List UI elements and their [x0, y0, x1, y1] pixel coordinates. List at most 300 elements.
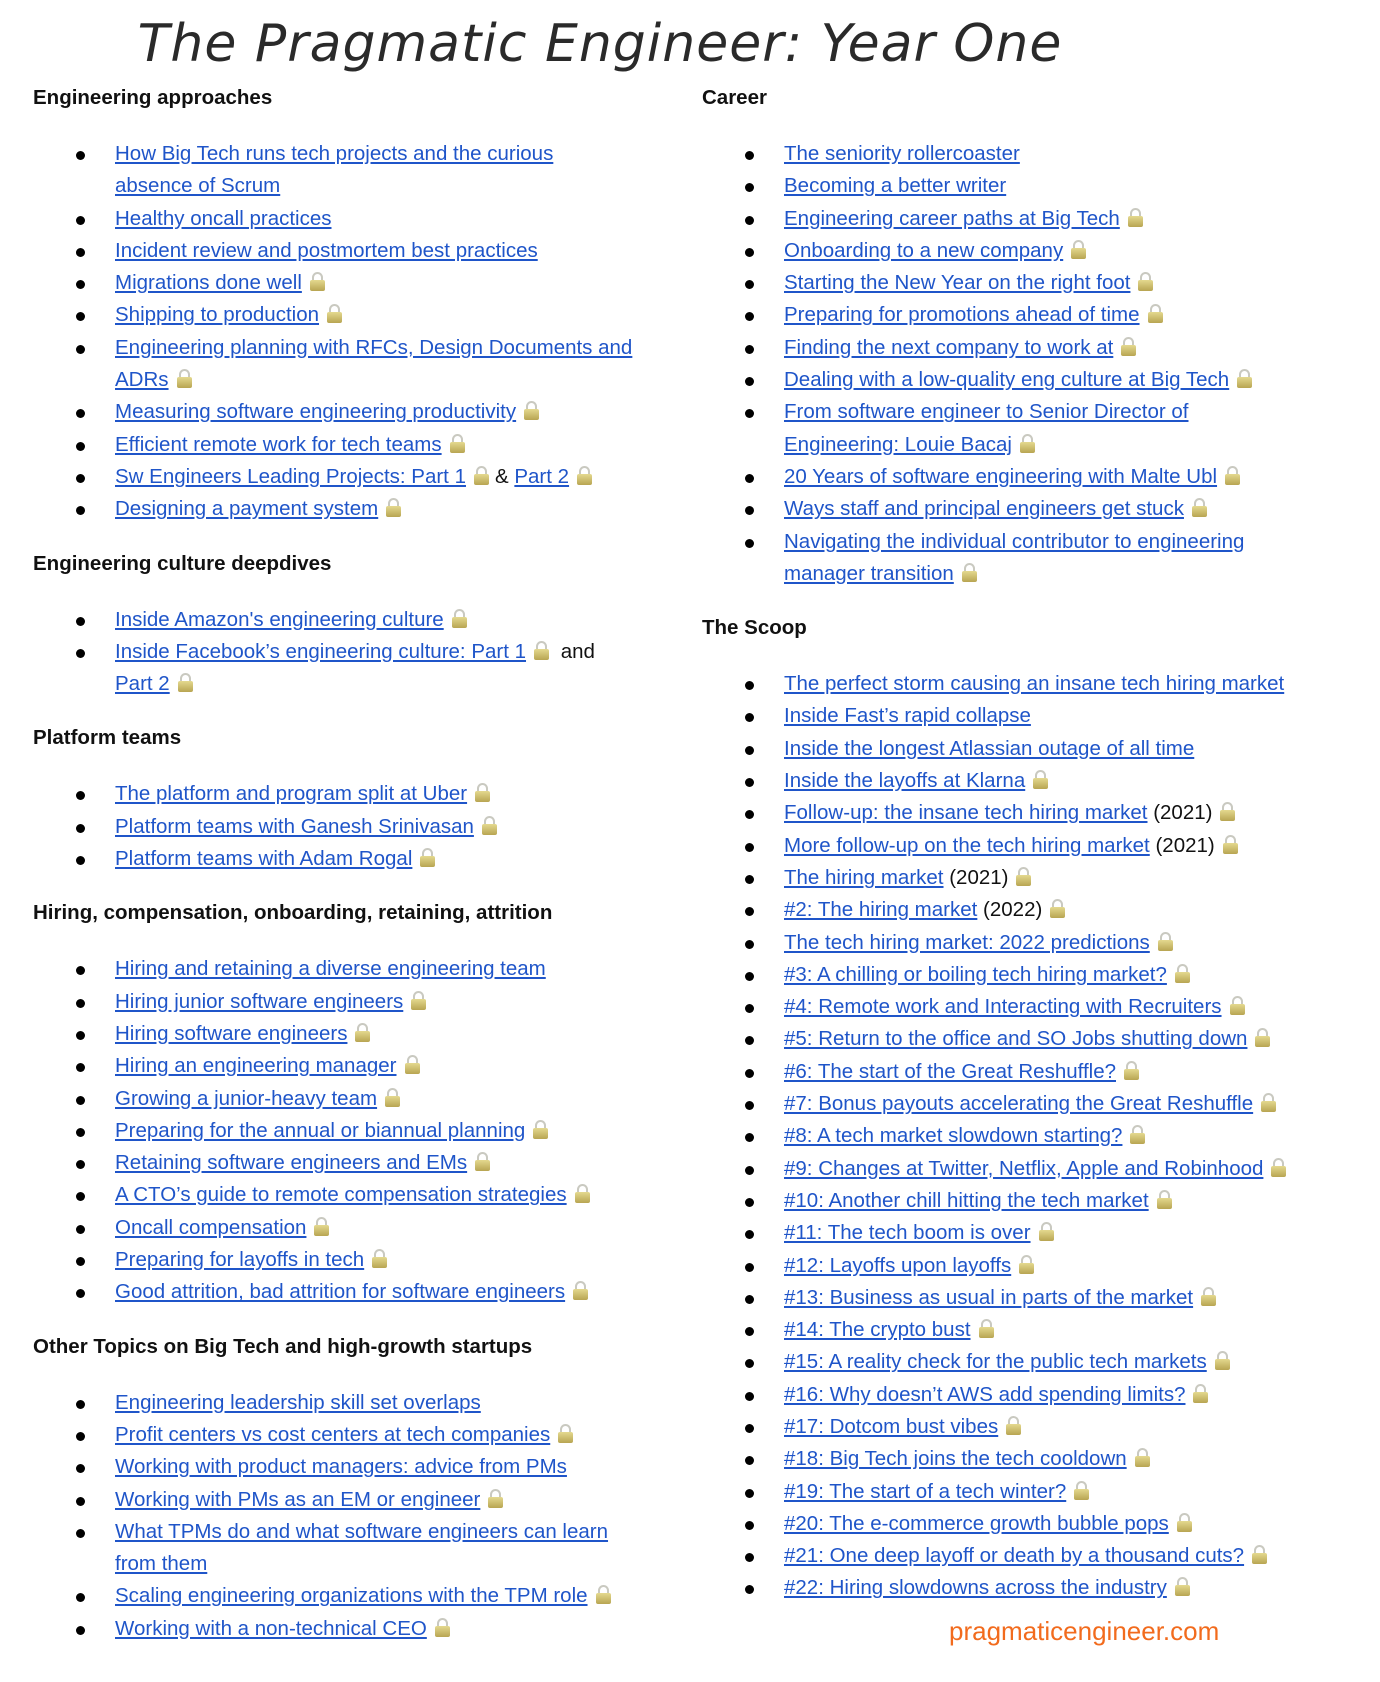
bullet-icon: [76, 1289, 85, 1298]
lock-icon: [327, 304, 342, 323]
lock-icon: [1252, 1545, 1267, 1564]
article-link[interactable]: #11: The tech boom is over: [784, 1221, 1031, 1245]
bullet-icon: [76, 409, 85, 418]
lock-icon: [1033, 770, 1048, 789]
article-link[interactable]: The tech hiring market: 2022 predictions: [784, 930, 1150, 954]
article-link[interactable]: #17: Dotcom bust vibes: [784, 1414, 999, 1438]
list-item: [33, 1244, 693, 1276]
lock-icon: [1175, 964, 1190, 983]
article-link[interactable]: A CTO’s guide to remote compensation strategies: [115, 1183, 567, 1207]
list-item: [33, 1387, 693, 1419]
lock-icon: [488, 1489, 503, 1508]
article-link[interactable]: #21: One deep layoff or death by a thousand cuts?: [784, 1544, 1245, 1568]
article-link[interactable]: #4: Remote work and Interacting with Recruiters: [784, 995, 1222, 1019]
list-item: [702, 1282, 1372, 1314]
lock-icon: [534, 641, 549, 660]
list-item: [33, 1451, 693, 1483]
lock-icon: [310, 272, 325, 291]
article-link[interactable]: #19: The start of a tech winter?: [784, 1479, 1067, 1503]
lock-icon: [405, 1055, 420, 1074]
site-url[interactable]: pragmaticengineer.com: [949, 1616, 1220, 1646]
list-item: [33, 1083, 693, 1115]
article-link[interactable]: #10: Another chill hitting the tech market: [784, 1188, 1149, 1212]
article-list: [33, 138, 693, 526]
article-link[interactable]: Hiring and retaining a diverse engineering team: [115, 957, 546, 981]
section: [33, 82, 693, 526]
bullet-icon: [745, 1263, 754, 1272]
article-link[interactable]: Preparing for the annual or biannual planning: [115, 1118, 526, 1142]
article-link[interactable]: #7: Bonus payouts accelerating the Great Reshuffle: [784, 1092, 1254, 1116]
list-item: [702, 493, 1372, 525]
article-list: [33, 953, 693, 1308]
lock-icon: [558, 1424, 573, 1443]
article-link[interactable]: The seniority rollercoaster: [784, 142, 1020, 165]
lock-icon: [979, 1319, 994, 1338]
bullet-icon: [745, 409, 754, 418]
list-item: [33, 1018, 693, 1050]
bullet-icon: [76, 1400, 85, 1409]
article-link[interactable]: Healthy oncall practices: [115, 206, 332, 230]
article-link[interactable]: Navigating the individual contributor to engineering: [784, 529, 1245, 553]
article-list: [33, 778, 693, 875]
section-heading: Career: [702, 86, 767, 109]
article-link[interactable]: Hiring an engineering manager: [115, 1054, 397, 1078]
lock-icon: [524, 401, 539, 420]
list-item: [702, 267, 1372, 299]
list-item: [702, 894, 1372, 926]
lock-icon: [1148, 304, 1163, 323]
list-item: [702, 1379, 1372, 1411]
lock-icon: [573, 1281, 588, 1300]
article-link[interactable]: #15: A reality check for the public tech markets: [784, 1350, 1207, 1374]
lock-icon: [596, 1585, 611, 1604]
list-item: [702, 668, 1372, 700]
lock-icon: [482, 816, 497, 835]
article-link[interactable]: Preparing for layoffs in tech: [115, 1248, 365, 1272]
lock-icon: [533, 1120, 548, 1139]
section: [33, 722, 693, 875]
lock-icon: [1124, 1061, 1139, 1080]
list-item: [33, 332, 693, 397]
bullet-icon: [76, 1128, 85, 1137]
bullet-icon: [745, 713, 754, 722]
list-item: [702, 959, 1372, 991]
note-text: (2021): [1147, 801, 1213, 825]
article-link[interactable]: Starting the New Year on the right foot: [784, 271, 1131, 295]
lock-icon: [474, 466, 489, 485]
article-link[interactable]: What TPMs do and what software engineers can learn: [115, 1519, 609, 1543]
bullet-icon: [745, 539, 754, 548]
list-item: [702, 203, 1372, 235]
lock-icon: [575, 1184, 590, 1203]
list-item: [33, 493, 693, 525]
article-link[interactable]: Inside Facebook’s engineering culture: Part 1: [115, 639, 527, 663]
article-link[interactable]: #12: Layoffs upon layoffs: [784, 1253, 1012, 1277]
bullet-icon: [745, 810, 754, 819]
lock-icon: [1006, 1416, 1021, 1435]
article-link[interactable]: Inside Fast’s rapid collapse: [784, 704, 1031, 728]
bullet-icon: [745, 972, 754, 981]
lock-icon: [435, 1618, 450, 1637]
bullet-icon: [745, 1392, 754, 1401]
list-item: [33, 1050, 693, 1082]
article-link[interactable]: Growing a junior-heavy team: [115, 1086, 378, 1110]
article-link[interactable]: 20 Years of software engineering with Malte Ubl: [784, 464, 1218, 488]
bullet-icon: [76, 216, 85, 225]
article-list: [33, 1387, 693, 1645]
lock-icon: [1237, 369, 1252, 388]
bullet-icon: [76, 1626, 85, 1635]
article-link[interactable]: Shipping to production: [115, 303, 320, 327]
bullet-icon: [745, 1553, 754, 1562]
list-item: [702, 765, 1372, 797]
bullet-icon: [745, 1295, 754, 1304]
list-item: [33, 1276, 693, 1308]
list-item: [702, 1314, 1372, 1346]
list-item: [33, 953, 693, 985]
left-column: [33, 82, 693, 1667]
section-heading: Engineering culture deepdives: [33, 551, 332, 575]
bullet-icon: [745, 778, 754, 787]
lock-icon: [177, 369, 192, 388]
article-link[interactable]: Working with PMs as an EM or engineer: [115, 1487, 481, 1511]
section: [702, 82, 1372, 590]
article-link[interactable]: #9: Changes at Twitter, Netflix, Apple and Robinhood: [784, 1156, 1264, 1180]
lock-icon: [1175, 1577, 1190, 1596]
section-heading: Platform teams: [33, 726, 182, 750]
article-link[interactable]: #14: The crypto bust: [784, 1318, 971, 1342]
lock-icon: [1177, 1513, 1192, 1532]
bullet-icon: [745, 1585, 754, 1594]
article-link[interactable]: Becoming a better writer: [784, 174, 1007, 198]
article-link[interactable]: Engineering leadership skill set overlaps: [115, 1390, 481, 1414]
article-link[interactable]: #22: Hiring slowdowns across the industry: [784, 1576, 1167, 1600]
lock-icon: [355, 1023, 370, 1042]
bullet-icon: [745, 843, 754, 852]
lock-icon: [1261, 1093, 1276, 1112]
section: [33, 548, 693, 701]
article-link[interactable]: Incident review and postmortem best practices: [115, 238, 538, 262]
lock-icon: [372, 1249, 387, 1268]
article-link[interactable]: #5: Return to the office and SO Jobs shutting down: [784, 1027, 1248, 1051]
section-heading: The Scoop: [702, 616, 807, 640]
bullet-icon: [745, 1521, 754, 1530]
article-link[interactable]: Hiring junior software engineers: [115, 989, 404, 1013]
note-text: (2021): [943, 865, 1009, 889]
article-link[interactable]: #8: A tech market slowdown starting?: [784, 1124, 1123, 1148]
list-item: [33, 604, 693, 636]
bullet-icon: [745, 940, 754, 949]
article-link[interactable]: Engineering career paths at Big Tech: [784, 206, 1120, 230]
bullet-icon: [76, 1432, 85, 1441]
article-link[interactable]: #18: Big Tech joins the tech cooldown: [784, 1447, 1127, 1471]
list-item: [702, 138, 1372, 170]
list-item: [702, 461, 1372, 493]
lock-icon: [1192, 498, 1207, 517]
list-item: [702, 927, 1372, 959]
lock-icon: [386, 498, 401, 517]
list-item: [702, 526, 1372, 591]
article-link[interactable]: #3: A chilling or boiling tech hiring market?: [784, 962, 1167, 986]
lock-icon: [1271, 1158, 1286, 1177]
article-link[interactable]: Inside the layoffs at Klarna: [784, 769, 1026, 793]
list-item: [33, 396, 693, 428]
lock-icon: [1121, 337, 1136, 356]
lock-icon: [1020, 434, 1035, 453]
bullet-icon: [76, 1031, 85, 1040]
list-item: [33, 267, 693, 299]
list-item: [702, 1088, 1372, 1120]
list-item: [702, 1572, 1372, 1604]
article-link[interactable]: The hiring market: [784, 865, 944, 889]
bullet-icon: [745, 1133, 754, 1142]
article-link[interactable]: #6: The start of the Great Reshuffle?: [784, 1059, 1116, 1083]
article-link[interactable]: How Big Tech runs tech projects and the curious: [115, 142, 554, 165]
lock-icon: [1223, 835, 1238, 854]
bullet-icon: [745, 1036, 754, 1045]
list-item: [33, 1484, 693, 1516]
section-heading: Engineering approaches: [33, 86, 273, 109]
lock-icon: [1135, 1448, 1150, 1467]
bullet-icon: [76, 824, 85, 833]
bullet-icon: [745, 151, 754, 160]
article-link[interactable]: Designing a payment system: [115, 497, 379, 521]
list-item: [33, 1179, 693, 1211]
article-link[interactable]: Preparing for promotions ahead of time: [784, 303, 1140, 327]
lock-icon: [1158, 932, 1173, 951]
list-item: [702, 1476, 1372, 1508]
list-item: [33, 986, 693, 1018]
list-item: [702, 299, 1372, 331]
bullet-icon: [76, 1192, 85, 1201]
article-link[interactable]: Oncall compensation: [115, 1215, 307, 1239]
article-link[interactable]: #16: Why doesn’t AWS add spending limits?: [784, 1382, 1186, 1406]
section-heading: Hiring, compensation, onboarding, retaining, attrition: [33, 901, 553, 925]
bullet-icon: [745, 1489, 754, 1498]
lock-icon: [411, 991, 426, 1010]
list-item: [702, 1153, 1372, 1185]
article-link[interactable]: Engineering: Louie Bacaj: [784, 432, 1012, 456]
article-link[interactable]: #2: The hiring market: [784, 898, 978, 922]
article-link[interactable]: Sw Engineers Leading Projects: Part 1: [115, 464, 466, 488]
article-link[interactable]: Scaling engineering organizations with the TPM role: [115, 1584, 588, 1608]
lock-icon: [1255, 1028, 1270, 1047]
bullet-icon: [745, 681, 754, 690]
bullet-icon: [745, 312, 754, 321]
list-item: [702, 700, 1372, 732]
bullet-icon: [76, 312, 85, 321]
note-text: &: [494, 464, 515, 488]
bullet-icon: [76, 151, 85, 160]
section: [702, 612, 1372, 1605]
bullet-icon: [76, 1225, 85, 1234]
bullet-icon: [745, 377, 754, 386]
bullet-icon: [76, 1464, 85, 1473]
list-item: [33, 811, 693, 843]
bullet-icon: [745, 907, 754, 916]
article-link[interactable]: Onboarding to a new company: [784, 238, 1064, 262]
lock-icon: [1071, 240, 1086, 259]
list-item: [33, 843, 693, 875]
article-link[interactable]: Migrations done well: [115, 271, 302, 295]
bullet-icon: [76, 345, 85, 354]
bullet-icon: [745, 280, 754, 289]
bullet-icon: [76, 506, 85, 515]
bullet-icon: [76, 1593, 85, 1602]
bullet-icon: [76, 999, 85, 1008]
lock-icon: [1201, 1287, 1216, 1306]
article-link[interactable]: Efficient remote work for tech teams: [115, 432, 442, 456]
article-link[interactable]: Inside Amazon's engineering culture: [115, 607, 444, 631]
list-item: [33, 1212, 693, 1244]
list-item: [702, 364, 1372, 396]
article-link[interactable]: Inside the longest Atlassian outage of all time: [784, 736, 1195, 760]
article-link[interactable]: #20: The e-commerce growth bubble pops: [784, 1511, 1169, 1535]
list-item: [702, 170, 1372, 202]
article-link[interactable]: from them: [115, 1552, 208, 1576]
bullet-icon: [76, 966, 85, 975]
list-item: [702, 830, 1372, 862]
lock-icon: [1074, 1481, 1089, 1500]
list-item: [702, 1540, 1372, 1572]
list-item: [33, 203, 693, 235]
bullet-icon: [745, 1069, 754, 1078]
bullet-icon: [76, 791, 85, 800]
lock-icon: [178, 673, 193, 692]
bullet-icon: [76, 1529, 85, 1538]
list-item: [702, 1443, 1372, 1475]
list-item: [33, 461, 693, 493]
bullet-icon: [745, 183, 754, 192]
bullet-icon: [76, 1063, 85, 1072]
article-link[interactable]: ADRs: [115, 368, 169, 392]
article-link[interactable]: Engineering planning with RFCs, Design Documents and: [115, 335, 633, 359]
article-link[interactable]: Part 2: [514, 464, 570, 488]
article-link[interactable]: #13: Business as usual in parts of the market: [784, 1285, 1194, 1309]
article-link[interactable]: Working with a non-technical CEO: [115, 1616, 427, 1640]
list-item: [702, 1346, 1372, 1378]
bullet-icon: [76, 248, 85, 257]
bullet-icon: [745, 1101, 754, 1110]
lock-icon: [450, 434, 465, 453]
bullet-icon: [76, 1497, 85, 1506]
list-item: [702, 991, 1372, 1023]
article-link[interactable]: Good attrition, bad attrition for software engineers: [115, 1280, 566, 1304]
lock-icon: [475, 1152, 490, 1171]
bullet-icon: [745, 1166, 754, 1175]
article-link[interactable]: manager transition: [784, 561, 954, 585]
bullet-icon: [745, 474, 754, 483]
list-item: [33, 1419, 693, 1451]
article-link[interactable]: Measuring software engineering productivity: [115, 400, 517, 424]
bullet-icon: [745, 1327, 754, 1336]
article-link[interactable]: More follow-up on the tech hiring market: [784, 833, 1150, 857]
article-link[interactable]: Platform teams with Ganesh Srinivasan: [115, 814, 474, 838]
lock-icon: [577, 466, 592, 485]
lock-icon: [1193, 1384, 1208, 1403]
list-item: [702, 1250, 1372, 1282]
article-link[interactable]: Working with product managers: advice from PMs: [115, 1455, 567, 1479]
bullet-icon: [745, 216, 754, 225]
article-link[interactable]: Retaining software engineers and EMs: [115, 1151, 468, 1175]
article-link[interactable]: Follow-up: the insane tech hiring market: [784, 801, 1148, 825]
lock-icon: [1128, 208, 1143, 227]
bullet-icon: [76, 474, 85, 483]
lock-icon: [1138, 272, 1153, 291]
list-item: [33, 1516, 693, 1581]
list-item: [33, 636, 693, 701]
bullet-icon: [745, 1424, 754, 1433]
article-link[interactable]: Profit centers vs cost centers at tech companies: [115, 1422, 551, 1446]
list-item: [702, 396, 1372, 461]
lock-icon: [452, 609, 467, 628]
bullet-icon: [76, 280, 85, 289]
lock-icon: [1157, 1190, 1172, 1209]
bullet-icon: [76, 442, 85, 451]
list-item: [33, 429, 693, 461]
list-item: [702, 733, 1372, 765]
lock-icon: [1130, 1125, 1145, 1144]
bullet-icon: [76, 1160, 85, 1169]
bullet-icon: [745, 1004, 754, 1013]
lock-icon: [1019, 1255, 1034, 1274]
right-column: [702, 82, 1372, 1627]
list-item: [702, 797, 1372, 829]
list-item: [33, 299, 693, 331]
article-link[interactable]: The platform and program split at Uber: [115, 782, 468, 806]
bullet-icon: [745, 1359, 754, 1368]
article-list: [702, 668, 1372, 1605]
section: [33, 1331, 693, 1645]
article-list: [33, 604, 693, 701]
bullet-icon: [76, 1096, 85, 1105]
list-item: [702, 332, 1372, 364]
list-item: [702, 862, 1372, 894]
note-text: and: [555, 639, 595, 663]
list-item: [33, 138, 693, 203]
article-link[interactable]: From software engineer to Senior Director of: [784, 400, 1189, 424]
article-link[interactable]: absence of Scrum: [115, 174, 281, 198]
lock-icon: [385, 1088, 400, 1107]
list-item: [33, 1115, 693, 1147]
lock-icon: [475, 783, 490, 802]
list-item: [33, 1613, 693, 1645]
article-link[interactable]: Ways staff and principal engineers get stuck: [784, 497, 1184, 521]
section: [33, 897, 693, 1308]
lock-icon: [420, 848, 435, 867]
bullet-icon: [745, 746, 754, 755]
bullet-icon: [76, 617, 85, 626]
list-item: [702, 1185, 1372, 1217]
lock-icon: [1215, 1351, 1230, 1370]
article-link[interactable]: Part 2: [115, 672, 170, 696]
note-text: (2021): [1149, 833, 1215, 857]
article-list: [702, 138, 1372, 590]
list-item: [702, 1023, 1372, 1055]
article-link[interactable]: The perfect storm causing an insane tech hiring market: [784, 672, 1285, 696]
article-link[interactable]: Finding the next company to work at: [784, 335, 1114, 359]
bullet-icon: [745, 1230, 754, 1239]
bullet-icon: [76, 649, 85, 658]
article-link[interactable]: Dealing with a low-quality eng culture at Big Tech: [784, 368, 1230, 392]
bullet-icon: [745, 506, 754, 515]
bullet-icon: [745, 345, 754, 354]
article-link[interactable]: Hiring software engineers: [115, 1021, 348, 1045]
list-item: [702, 1056, 1372, 1088]
article-link[interactable]: Platform teams with Adam Rogal: [115, 847, 413, 871]
list-item: [33, 235, 693, 267]
lock-icon: [314, 1217, 329, 1236]
